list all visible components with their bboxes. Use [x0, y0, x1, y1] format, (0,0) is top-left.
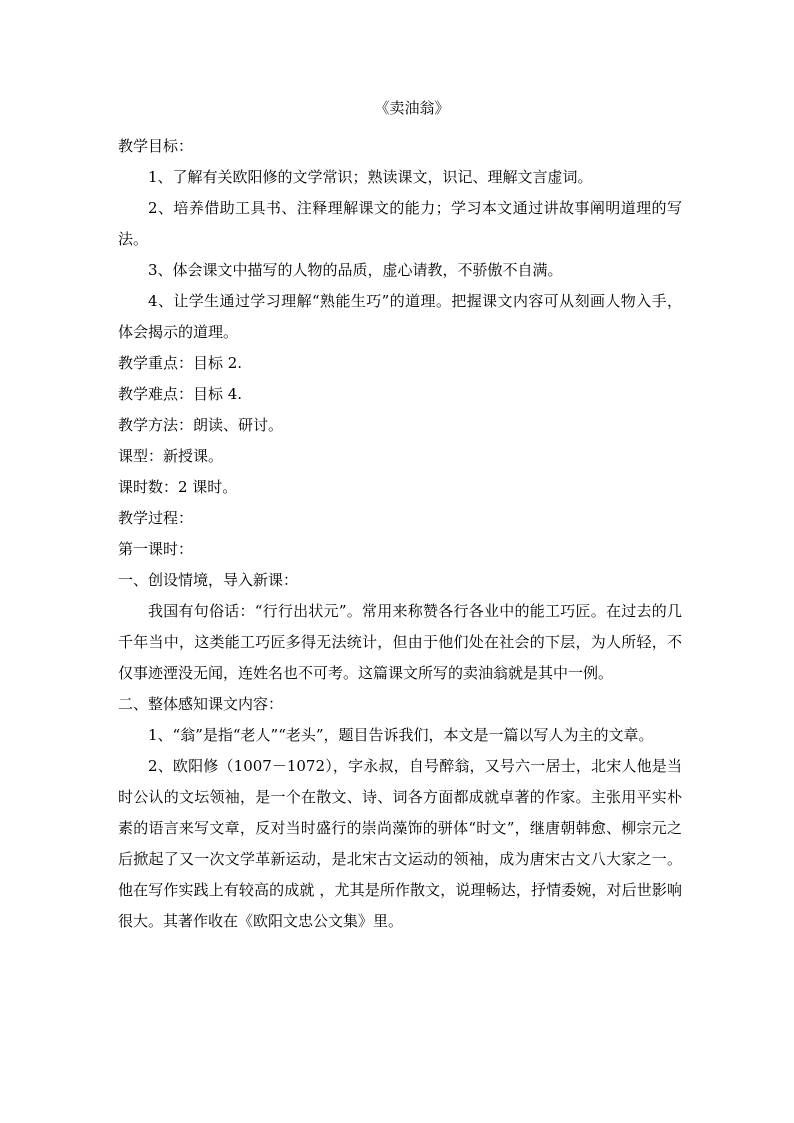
objective-item: 2、培养借助工具书、注释理解课文的能力；学习本文通过讲故事阐明道理的写法。 [118, 199, 682, 248]
lesson-hours: 课时数：2 课时。 [118, 478, 238, 496]
objectives-heading: 教学目标： [118, 137, 194, 155]
section1-heading: 一、创设情境，导入新课： [118, 571, 299, 589]
teaching-method: 教学方法：朗读、研讨。 [118, 416, 284, 434]
document-page [118, 99, 682, 937]
process-heading: 教学过程： [118, 509, 194, 527]
document-title: 《卖油翁》 [374, 99, 450, 117]
section2-heading: 二、整体感知课文内容： [118, 695, 284, 713]
section2-item: 2、欧阳修（1007－1072），字永叔，自号醉翁，又号六一居士，北宋人他是当时公认的文坛领袖，是一个在散文、诗、词各方面都成就卓著的作家。主张用平实朴素的语言来写文章，反对当时盛行的崇尚藻饰的骈体“时文”，继唐朝韩愈、柳宗元之后掀起了又一次文学革新运动，是北宋古文运动的领袖，成为唐宋古文八大家之一。他在写作实践上有较高的成就 ，尤其是所作散文，说理畅达，抒情委婉，对后世影响很大。其著作收在《欧阳文忠公文集》里。 [118, 757, 682, 930]
key-point: 教学重点：目标 2. [118, 354, 243, 372]
objective-item: 3、体会课文中描写的人物的品质，虚心请教，不骄傲不自满。 [148, 261, 563, 279]
section2-item: 1、“翁”是指“老人”“老头”，题目告诉我们，本文是一篇以写人为主的文章。 [148, 726, 654, 744]
first-lesson-heading: 第一课时： [118, 540, 194, 558]
objective-item: 4、让学生通过学习理解“熟能生巧”的道理。把握课文内容可从刻画人物入手，体会揭示的道理。 [118, 292, 682, 341]
objective-item: 1、了解有关欧阳修的文学常识；熟读课文，识记、理解文言虚词。 [148, 168, 593, 186]
lesson-type: 课型：新授课。 [118, 447, 224, 465]
difficult-point: 教学难点：目标 4. [118, 385, 243, 403]
section1-paragraph: 我国有句俗话：“行行出状元”。常用来称赞各行各业中的能工巧匠。在过去的几千年当中，这类能工巧匠多得无法统计，但由于他们处在社会的下层，为人所轻，不仅事迹湮没无闻，连姓名也不可考。这篇课文所写的卖油翁就是其中一例。 [118, 602, 682, 682]
